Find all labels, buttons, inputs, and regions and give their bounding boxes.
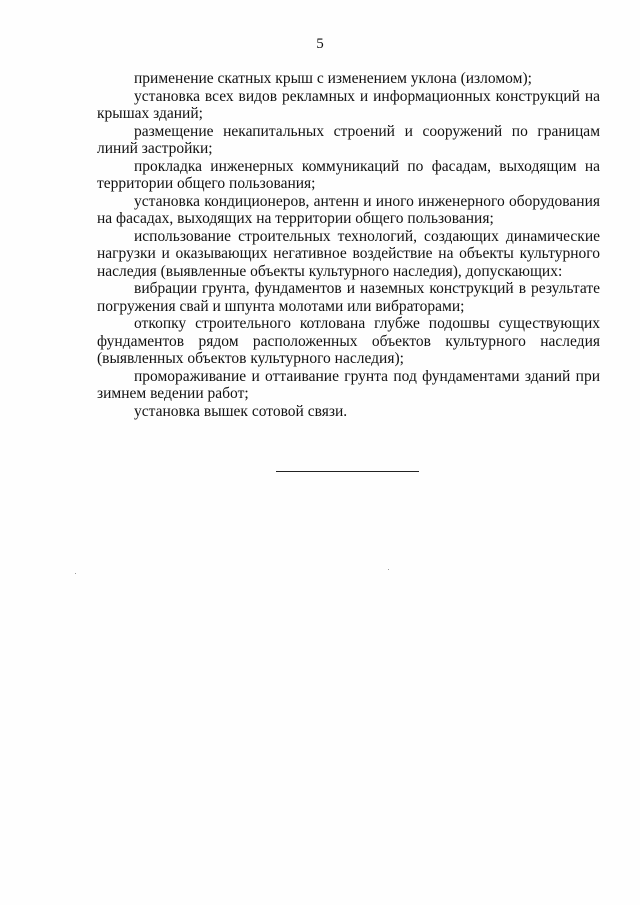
paragraph-excavation: откопку строительного котлована глубже подошвы существующих фундаментов рядом расположенных объектов культурного наследия (выявленных объектов культурного наследия);: [97, 315, 600, 367]
scan-speck: [388, 569, 389, 570]
paragraph-air-conditioners: установка кондиционеров, антенн и иного инженерного оборудования на фасадах, выходящих на территории общего пользования;: [97, 192, 600, 227]
document-body: [97, 70, 600, 420]
paragraph-soil-freezing: промораживание и оттаивание грунта под фундаментами зданий при зимнем ведении работ;: [97, 367, 600, 402]
paragraph-cell-towers: установка вышек сотовой связи.: [134, 402, 348, 420]
page-number: 5: [316, 36, 324, 52]
paragraph-utility-lines: прокладка инженерных коммуникаций по фасадам, выходящим на территории общего пользования;: [97, 157, 600, 192]
end-of-document-rule: [276, 471, 419, 472]
paragraph-temporary-buildings: размещение некапитальных строений и сооружений по границам линий застройки;: [97, 122, 600, 157]
paragraph-advertising-structures: установка всех видов рекламных и информационных конструкций на крышах зданий;: [97, 87, 600, 122]
paragraph-vibration: вибрации грунта, фундаментов и наземных конструкций в результате погружения свай и шпунта молотами или вибраторами;: [97, 280, 600, 315]
paragraph-pitched-roofs: применение скатных крыш с изменением уклона (изломом);: [134, 70, 532, 87]
paragraph-construction-technologies: использование строительных технологий, создающих динамические нагрузки и оказывающих негативное воздействие на объекты культурного наследия (выявленные объекты культурного наследия), допускающих:: [97, 227, 600, 280]
scan-speck: [75, 573, 76, 574]
